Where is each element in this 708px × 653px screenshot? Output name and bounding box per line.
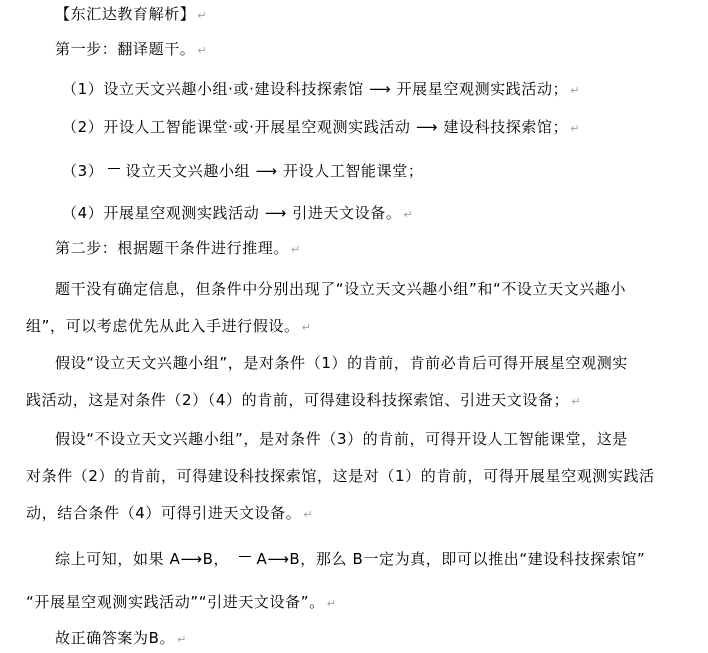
condition-3-c: 开设人工智能课堂； xyxy=(283,162,424,180)
summary-text-rest: 一定为真，即可以推出“建设科技探索馆” xyxy=(363,550,646,568)
paragraph-mark: ↵ xyxy=(177,633,187,646)
condition-3-number: （3） xyxy=(62,162,104,180)
arrow-icon: ⟶ xyxy=(267,550,290,568)
arrow-icon: ⟶ xyxy=(369,80,392,98)
step2-line xyxy=(55,235,708,261)
condition-4-number: （4） xyxy=(62,204,104,222)
condition-2-b: 开展星空观测实践活动 xyxy=(254,118,411,136)
paragraph-2-text-2: 践活动，这是对条件（2）（4）的肯前，可得建设科技探索馆、引进天文设备； xyxy=(26,391,570,409)
condition-2-number: （2） xyxy=(62,118,104,136)
paragraph-1-line-2 xyxy=(26,313,708,339)
paragraph-mark: ↵ xyxy=(326,597,337,610)
paragraph-1-text-1: 题干没有确定信息，但条件中分别出现了“设立天文兴趣小组”和“不设立天文兴趣小 xyxy=(55,280,627,298)
condition-2: （2）开设人工智能课堂·或·开展星空观测实践活动 ⟶ 建设科技探索馆； ↵ xyxy=(62,118,581,136)
paragraph-3-line-1 xyxy=(55,426,708,452)
step1-line xyxy=(55,36,708,62)
condition-2-a: 开设人工智能课堂 xyxy=(103,118,229,136)
header-text: 【东汇达教育解析】 xyxy=(55,5,196,23)
paragraph-1-text-2: 组”，可以考虑优先从此入手进行假设。 xyxy=(26,317,300,335)
condition-2-c: 建设科技探索馆； xyxy=(443,118,569,136)
condition-3-a: 设立天文兴趣小组 xyxy=(125,162,251,180)
step1-text: 第一步：翻译题干。 xyxy=(55,40,196,58)
condition-4 xyxy=(62,200,708,226)
summary-line-2 xyxy=(26,589,708,615)
paragraph-3-line-3 xyxy=(26,500,708,526)
arrow-icon: ⟶ xyxy=(264,204,287,222)
arrow-icon: ⟶ xyxy=(180,550,203,568)
paragraph-mark: ↵ xyxy=(301,321,312,334)
header-line xyxy=(55,1,708,27)
condition-1-number: （1） xyxy=(62,80,104,98)
paragraph-3-text-2: 对条件（2）的肯前，可得建设科技探索馆，这是对（1）的肯前，可得开展星空观测实践活 xyxy=(26,467,655,485)
condition-3 xyxy=(62,158,708,184)
paragraph-mark: ↵ xyxy=(291,243,301,256)
paragraph-mark: ↵ xyxy=(570,122,581,135)
condition-1-b: 建设科技探索馆 xyxy=(254,80,364,98)
summary-line-1 xyxy=(55,546,708,572)
paragraph-3-text-3: 动，结合条件（4）可得引进天文设备。 xyxy=(26,504,302,522)
paragraph-2-text-1: 假设“设立天文兴趣小组”，是对条件（1）的肯前，肯前必肯后可得开展星空观测实 xyxy=(55,354,628,372)
answer-text: 故正确答案为B。 xyxy=(55,629,176,647)
condition-1: （1）设立天文兴趣小组·或·建设科技探索馆 ⟶ 开展星空观测实践活动； ↵ xyxy=(62,80,581,98)
summary-b: B xyxy=(352,550,364,568)
condition-4-c: 引进天文设备。 xyxy=(292,204,402,222)
paragraph-mark: ↵ xyxy=(403,208,414,221)
condition-1-a: 设立天文兴趣小组 xyxy=(103,80,229,98)
paragraph-mark: ↵ xyxy=(197,9,208,22)
arrow-icon: ⟶ xyxy=(255,162,278,180)
summary-a2: A xyxy=(256,550,268,568)
summary-text-start: 综上可知，如果 xyxy=(55,550,165,568)
arrow-icon: ⟶ xyxy=(415,118,439,136)
paragraph-2-line-1 xyxy=(55,350,708,376)
summary-a1: A xyxy=(169,550,181,568)
condition-2-or: 或 xyxy=(233,118,250,136)
paragraph-mark: ↵ xyxy=(197,44,208,57)
summary-b2: B，那么 xyxy=(289,550,348,568)
condition-4-a: 开展星空观测实践活动 xyxy=(103,204,260,222)
paragraph-mark: ↵ xyxy=(303,508,314,521)
paragraph-mark: ↵ xyxy=(571,395,582,408)
paragraph-3-line-2 xyxy=(26,463,708,489)
step2-text: 第二步：根据题干条件进行推理。 xyxy=(55,239,290,257)
paragraph-mark: ↵ xyxy=(570,84,581,97)
answer-line xyxy=(55,625,708,651)
summary-text-2: “开展星空观测实践活动”“引进天文设备”。 xyxy=(26,593,325,611)
summary-b1: B， xyxy=(202,550,230,568)
condition-1-c: 开展星空观测实践活动； xyxy=(396,80,569,98)
paragraph-3-text-1: 假设“不设立天文兴趣小组”，是对条件（3）的肯前，可得开设人工智能课堂，这是 xyxy=(55,430,628,448)
paragraph-2-line-2 xyxy=(26,387,708,413)
condition-1-or: 或 xyxy=(233,80,250,98)
paragraph-1-line-1 xyxy=(55,276,708,302)
